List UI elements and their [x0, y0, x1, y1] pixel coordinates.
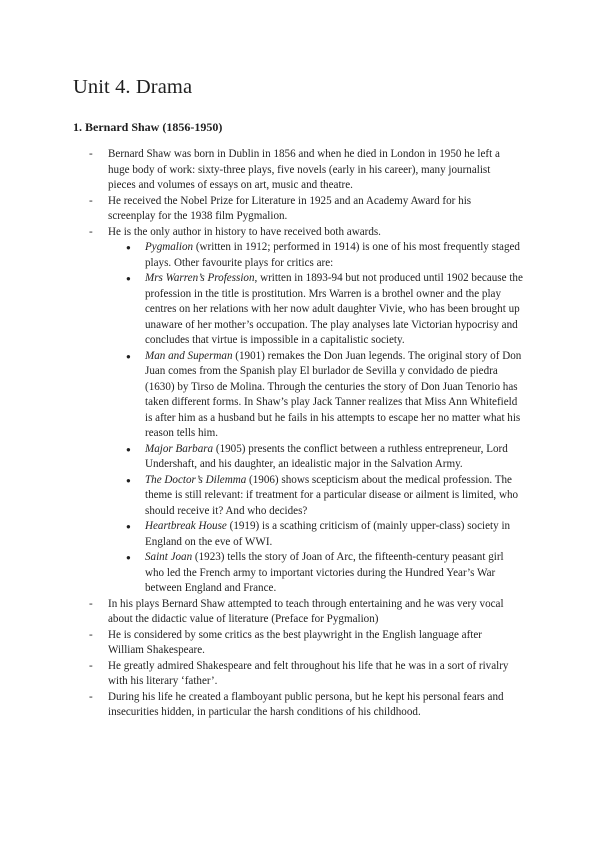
list-item	[0, 659, 518, 690]
play-description: (written in 1912; performed in 1914) is one of his most frequently staged plays. Other favourite plays for critics are:	[145, 241, 520, 269]
bullet-marker: ●	[126, 444, 131, 454]
play-title: Major Barbara	[145, 442, 214, 455]
play-title: Man and Superman	[145, 349, 233, 362]
play-title: Pygmalion	[145, 241, 194, 253]
play-description: , written in 1893-94 but not produced until 1902 because the profession in the title is prostitution. Mrs Warren is a brothel owner and the play centres on her relations with her now adult daughter Vivie, who has been brought up unaware of her mother’s occupation. The play analyses late Victorian hypocrisy and concludes that virtue is impossible in a capitalistic society.	[145, 272, 523, 346]
list-item-text: He is the only author in history to have received both awards.	[108, 225, 381, 238]
play-title: Heartbreak House	[145, 520, 227, 532]
play-description: (1919) is a scathing criticism of (mainly upper-class) society in England on the eve of WWI.	[145, 520, 511, 548]
play-item	[126, 519, 523, 550]
dash-marker: -	[89, 659, 93, 672]
play-description: (1901) remakes the Don Juan legends. The original story of Don Juan comes from the Spanish play El burlador de Sevilla y convidado de piedra (1630) by Tirso de Molina. Through the centuries the story of Don Juan Tenorio has taken different forms. In Shaw’s play Jack Tanner realizes that Miss Ann Whitefield is after him as a husband but he fails in his attempts to escape her no matter what his reason tells him.	[145, 349, 522, 439]
list-item	[0, 147, 518, 194]
bullet-marker: ●	[126, 243, 131, 252]
play-item	[126, 240, 523, 271]
list-item-text: He is considered by some critics as the best playwright in the English language after William Shakespeare.	[108, 628, 483, 656]
bullet-marker: ●	[126, 553, 131, 562]
dash-marker: -	[89, 148, 93, 160]
list-item	[0, 597, 518, 628]
dash-marker: -	[89, 225, 93, 238]
play-description: (1905) presents the conflict between a ruthless entrepreneur, Lord Undershaft, and his daughter, an idealistic major in the Salvation Army.	[145, 442, 508, 470]
play-item	[126, 271, 523, 349]
dash-marker: -	[89, 690, 93, 703]
play-title: Saint Joan	[145, 551, 193, 563]
play-description: (1923) tells the story of Joan of Arc, the fifteenth-century peasant girl who led the French army to important victories during the Hundred Year’s War between England and France.	[145, 551, 504, 594]
play-item	[126, 349, 523, 442]
list-item-text: He received the Nobel Prize for Literature in 1925 and an Academy Award for his screenplay for the 1938 film Pygmalion.	[108, 194, 472, 222]
list-item	[0, 225, 523, 597]
list-item	[0, 194, 518, 225]
play-item	[126, 442, 523, 473]
list-item-text: In his plays Bernard Shaw attempted to teach through entertaining and he was very vocal about the didactic value of literature (Preface for Pygmalion)	[108, 597, 504, 625]
list-item-text: He greatly admired Shakespeare and felt throughout his life that he was in a sort of rivalry with his literary ‘father’.	[108, 659, 509, 687]
list-item	[0, 628, 518, 659]
play-title: The Doctor’s Dilemma	[145, 473, 247, 486]
plays-list	[108, 240, 523, 597]
play-item	[126, 473, 523, 520]
list-item	[0, 690, 518, 721]
dash-marker: -	[89, 628, 93, 641]
bullet-marker: ●	[126, 475, 131, 485]
bullet-marker: ●	[126, 351, 131, 361]
list-item-text: Bernard Shaw was born in Dublin in 1856 and when he died in London in 1950 he left a huge body of work: sixty-three plays, five novels (early in his career), many journalist pieces and volumes of essays on art, music and theatre.	[108, 148, 500, 191]
section-heading: 1. Bernard Shaw (1856-1950)	[73, 120, 223, 134]
dash-marker: -	[89, 194, 93, 207]
play-item	[126, 550, 523, 597]
page-title: Unit 4. Drama	[73, 76, 193, 98]
play-title: Mrs Warren’s Profession	[145, 272, 255, 284]
bullet-marker: ●	[126, 522, 131, 531]
list-item-text: During his life he created a flamboyant public persona, but he kept his personal fears and insecurities hidden, in particular the harsh conditions of his childhood.	[108, 690, 504, 718]
bullet-marker: ●	[126, 274, 131, 283]
dash-list	[0, 147, 600, 721]
dash-marker: -	[89, 597, 93, 610]
play-description: (1906) shows scepticism about the medical profession. The theme is still relevant: if treatment for a particular disease or ailment is limited, who should receive it? And who decides?	[145, 473, 519, 517]
